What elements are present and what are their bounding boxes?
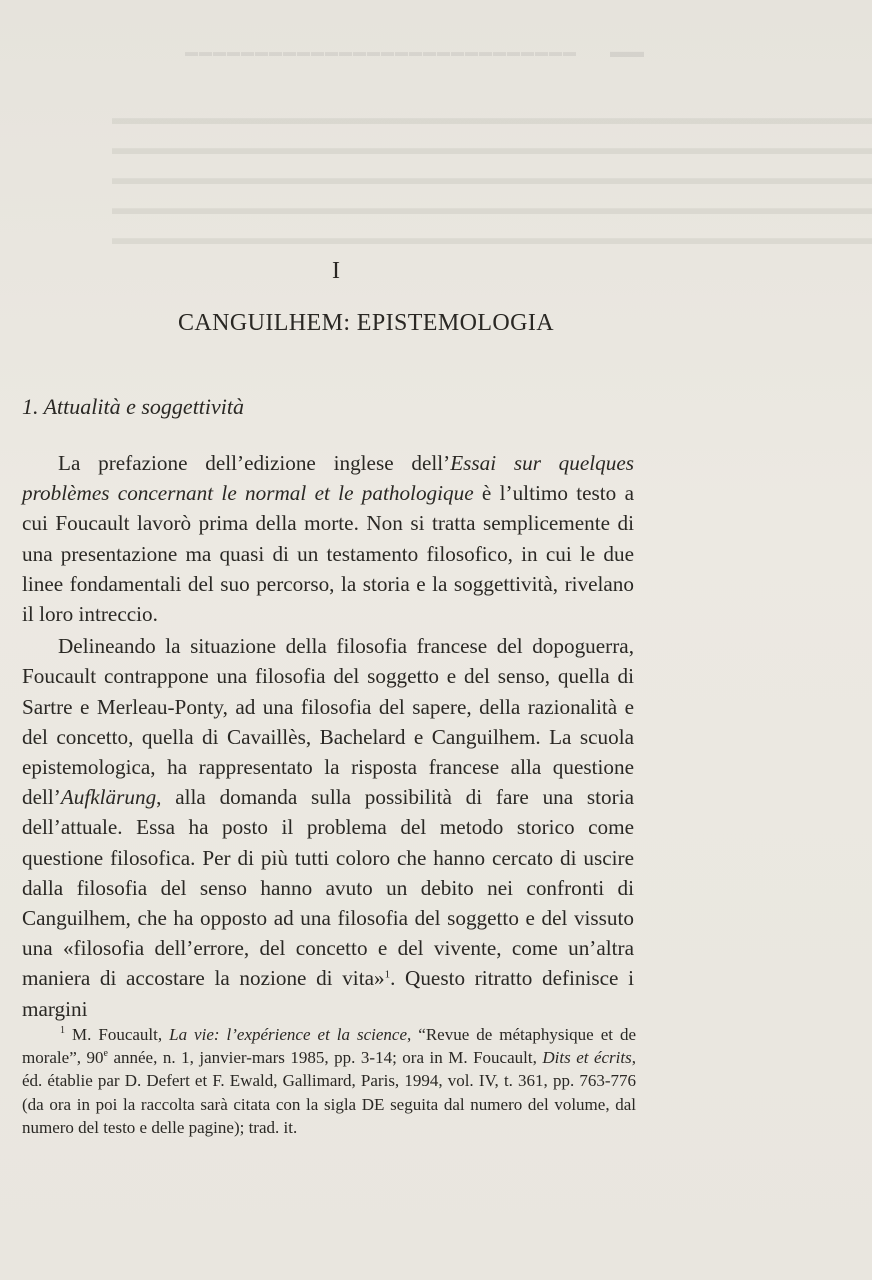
show-through-page-number: ▬▬ bbox=[610, 42, 644, 61]
paragraph-text: è l’ultimo testo a cui Foucault lavorò prima della morte. Non si tratta semplicemente di una presentazione ma quasi di un testamento filosofico, in cui le due linee fondamentali del suo percorso, la storia e la soggettività, rivelano il loro intreccio. bbox=[22, 481, 634, 627]
paragraph-text: . Questo ritratto definisce i margini bbox=[22, 966, 634, 1021]
footnote-title-italic: La vie: l’expérience et la science bbox=[169, 1025, 408, 1044]
term-italic: Aufklärung bbox=[60, 785, 157, 810]
footnote-title-italic: Dits et écrits bbox=[542, 1048, 632, 1068]
section-heading: 1. Attualità e soggettività bbox=[22, 394, 245, 419]
chapter-number: I bbox=[332, 258, 340, 284]
footnote bbox=[22, 1023, 636, 1139]
show-through-header: ▬▬▬▬▬▬▬▬▬▬▬▬▬▬▬▬▬▬▬▬▬▬▬▬▬▬▬▬ bbox=[185, 44, 577, 59]
footnote-reference: 1 bbox=[384, 968, 391, 981]
paragraph-text: La prefazione dell’edizione inglese dell’ bbox=[58, 451, 451, 475]
paragraph bbox=[22, 448, 634, 629]
paragraph-text: Delineando la situazione della filosofia francese del dopoguerra, Foucault contrappone una filosofia del soggetto e del senso, quella di Sartre e Merleau-Ponty, ad una filosofia del sapere, della razionalità e del concetto, quella di Cavaillès, Bachelard e Canguilhem. La scuola epistemologica, ha rappresentato la risposta francese alla questione dell’ bbox=[22, 634, 634, 810]
book-title-italic: Essai sur quelques problèmes concernant le normal et le pathologique bbox=[22, 451, 634, 506]
footnote-text: année, n. 1, janvier-mars 1985, pp. 3-14; ora in M. Foucault, bbox=[107, 1048, 543, 1068]
show-through-line: ▬▬▬▬▬▬▬▬▬▬▬▬▬▬▬▬▬▬▬▬▬▬▬▬▬▬▬▬▬▬▬▬▬▬▬▬▬▬▬▬ bbox=[112, 198, 872, 219]
footnote-text: M. Foucault, bbox=[72, 1025, 170, 1044]
footnote-text: , “Revue de métaphysique et de morale”, 90 bbox=[22, 1025, 637, 1068]
ordinal-superscript: e bbox=[103, 1048, 108, 1060]
show-through-line: ▬▬▬▬▬▬▬▬▬▬▬▬▬▬▬▬▬▬▬▬▬▬▬▬▬▬▬▬▬▬▬▬▬▬▬▬▬▬▬▬ bbox=[112, 228, 872, 249]
footnote-text: , éd. établie par D. Defert et F. Ewald, Gallimard, Paris, 1994, vol. IV, t. 361, pp. 763-776 (da ora in poi la raccolta sarà citata con la sigla DE seguita dal numero del volume, dal numero del testo e delle pagine); trad. it. bbox=[22, 1048, 636, 1137]
paragraph-text: , alla domanda sulla possibilità di fare una storia dell’attuale. Essa ha posto il problema del metodo storico come questione filosofica. Per di più tutti coloro che hanno cercato di uscire dalla filosofia del senso hanno avuto un debito nei confronti di Canguilhem, che ha opposto ad una filosofia del soggetto e del vissuto una «filosofia dell’errore, del concetto e del vivente, come un’altra maniera di accostare la nozione di vita» bbox=[22, 785, 634, 991]
show-through-line: ▬▬▬▬▬▬▬▬▬▬▬▬▬▬▬▬▬▬▬▬▬▬▬▬▬▬▬▬▬▬▬▬▬▬▬▬▬▬▬▬ bbox=[112, 138, 872, 159]
paragraph bbox=[22, 631, 634, 1024]
show-through-line: ▬▬▬▬▬▬▬▬▬▬▬▬▬▬▬▬▬▬▬▬▬▬▬▬▬▬▬▬▬▬▬▬▬▬▬▬▬▬▬▬ bbox=[112, 108, 872, 129]
footnote-marker: 1 bbox=[60, 1025, 65, 1036]
chapter-title: CANGUILHEM: EPISTEMOLOGIA bbox=[178, 310, 554, 336]
body-text bbox=[22, 448, 634, 1024]
show-through-line: ▬▬▬▬▬▬▬▬▬▬▬▬▬▬▬▬▬▬▬▬▬▬▬▬▬▬▬▬▬▬▬▬▬▬▬▬▬▬▬▬ bbox=[112, 168, 872, 189]
